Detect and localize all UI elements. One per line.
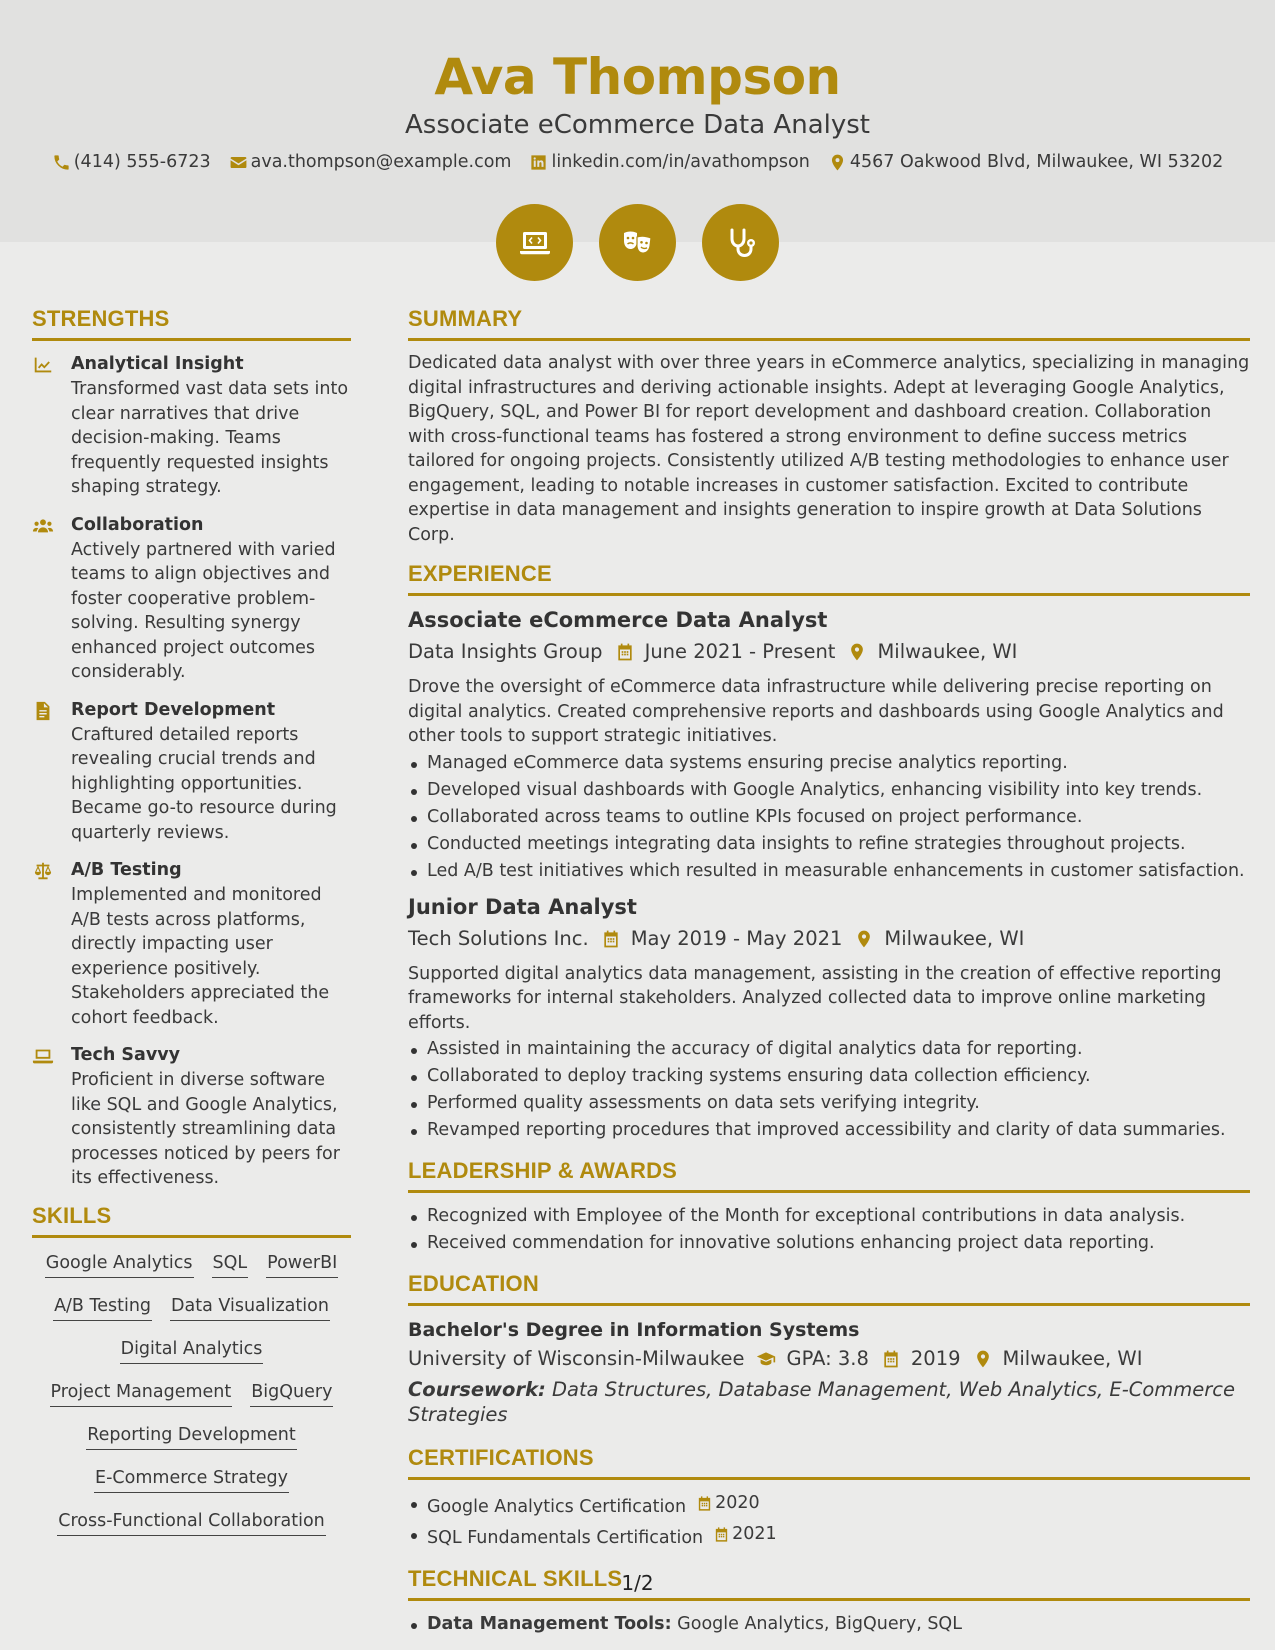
interest-badges [0, 204, 1275, 281]
job-company: Tech Solutions Inc. [408, 926, 589, 950]
phone-text: (414) 555-6723 [73, 152, 211, 172]
balance-scale-icon [32, 860, 54, 882]
certification-date [696, 1490, 760, 1517]
job-entry [408, 606, 1250, 885]
job-title: Associate eCommerce Data Analyst [408, 608, 828, 632]
technical-skills-list [408, 1611, 1250, 1638]
strength-name: Tech Savvy [71, 1045, 181, 1065]
graduation-cap-icon [756, 1349, 776, 1369]
job-bullet: Developed visual dashboards with Google Analytics, enhancing visibility into key trends. [408, 777, 1250, 804]
theater-masks-badge [599, 204, 676, 281]
technical-skill-item [408, 1611, 1250, 1638]
strength-item [32, 512, 351, 685]
job-bullet: Revamped reporting procedures that improved accessibility and clarity of data summaries. [408, 1117, 1250, 1144]
skill-row [32, 1295, 351, 1321]
job-location-text: Milwaukee, WI [884, 926, 1025, 950]
job-company: Data Insights Group [408, 640, 603, 663]
certification-item [408, 1521, 1250, 1552]
envelope-icon [229, 153, 248, 172]
degree-title: Bachelor's Degree in Information Systems [408, 1319, 860, 1341]
strength-description: Transformed vast data sets into clear narratives that drive decision-making. Teams frequently requested insights shaping strategy. [71, 379, 349, 497]
skill-tag: E-Commerce Strategy [94, 1467, 289, 1493]
chart-line-icon [32, 354, 54, 376]
leadership-bullets [408, 1203, 1250, 1257]
summary-text: Dedicated data analyst with over three years in eCommerce analytics, specializing in managing digital infrastructures and deriving actionable insights. Adept at leveraging Google Analytics, BigQuery, SQL, and Power BI for report development and dashboard creation. Collaboration with cross-functional teams has fostered a strong environment to define success metrics tailored for ongoing projects. Consistently utilized A/B testing methodologies to enhance user engagement, leading to notable increases in customer satisfaction. Excited to contribute expertise in data management and insights generation to inspire growth at Data Solutions Corp. [408, 353, 1250, 545]
job-bullet: Performed quality assessments on data sets verifying integrity. [408, 1090, 1250, 1117]
contact-email[interactable] [229, 152, 512, 172]
map-marker-icon [973, 1349, 993, 1369]
certification-year: 2020 [715, 1493, 760, 1513]
calendar-icon [713, 1526, 730, 1543]
job-bullet: Led A/B test initiatives which resulted in measurable enhancements in customer satisfaction. [408, 858, 1250, 885]
contact-phone [52, 152, 211, 172]
job-meta [408, 924, 1250, 954]
certification-name: Google Analytics Certification [427, 1497, 687, 1517]
leadership-section [408, 1158, 1250, 1257]
job-location-text: Milwaukee, WI [877, 640, 1018, 663]
skill-tag: BigQuery [250, 1381, 333, 1407]
coursework [408, 1378, 1250, 1427]
job-bullet: Collaborated across teams to outline KPIs focused on project performance. [408, 804, 1250, 831]
skill-row [32, 1424, 351, 1450]
school-name: University of Wisconsin-Milwaukee [408, 1347, 745, 1370]
phone-icon [52, 153, 71, 172]
skill-tag: Data Visualization [170, 1295, 330, 1321]
technical-skill-label: Data Management Tools: [427, 1614, 672, 1634]
calendar-icon [601, 929, 621, 949]
stethoscope-icon [723, 225, 759, 261]
job-description: Drove the oversight of eCommerce data infrastructure while delivering precise reporting on digital analytics. Created comprehensive reports and dashboards using Google Analytics and other tools to support strategic initiatives. [408, 677, 1224, 746]
education-year [881, 1344, 961, 1374]
skill-row [32, 1510, 351, 1536]
map-marker-icon [854, 929, 874, 949]
address-text: 4567 Oakwood Blvd, Milwaukee, WI 53202 [849, 152, 1224, 172]
skill-tag: Reporting Development [86, 1424, 296, 1450]
skills-heading: SKILLS [32, 1203, 351, 1238]
strengths-heading: STRENGTHS [32, 306, 351, 341]
skill-row [32, 1252, 351, 1278]
page-number: 1/2 [621, 1571, 654, 1595]
education-location [973, 1344, 1143, 1374]
certifications-section [408, 1445, 1250, 1552]
skill-tag: Cross-Functional Collaboration [57, 1510, 326, 1536]
strength-item [32, 697, 351, 846]
job-bullets [408, 1036, 1250, 1144]
calendar-icon [881, 1349, 901, 1369]
map-marker-icon [828, 153, 847, 172]
skill-tag: SQL [212, 1252, 249, 1278]
theater-masks-icon [620, 225, 656, 261]
summary-section [408, 306, 1250, 547]
job-dates-text: June 2021 - Present [644, 640, 836, 663]
strength-name: Report Development [71, 699, 276, 720]
job-dates [601, 924, 843, 954]
job-dates [615, 637, 836, 667]
laptop-icon [32, 1045, 54, 1067]
leadership-heading: LEADERSHIP & AWARDS [408, 1158, 1250, 1193]
certifications-heading: CERTIFICATIONS [408, 1445, 1250, 1480]
job-bullet: Collaborated to deploy tracking systems ensuring data collection efficiency. [408, 1063, 1250, 1090]
laptop-code-icon [517, 225, 553, 261]
right-column [408, 306, 1250, 1648]
technical-skills-heading: TECHNICAL SKILLS [408, 1566, 1250, 1601]
leadership-bullet: Received commendation for innovative solutions enhancing project data reporting. [408, 1230, 1250, 1257]
job-title: Junior Data Analyst [408, 894, 637, 919]
leadership-bullet: Recognized with Employee of the Month for exceptional contributions in data analysis. [408, 1203, 1250, 1230]
job-location [854, 924, 1024, 954]
email-text[interactable]: ava.thompson@example.com [250, 152, 512, 172]
experience-section [408, 561, 1250, 1144]
job-meta [408, 637, 1250, 667]
summary-heading: SUMMARY [408, 306, 1250, 341]
job-description: Supported digital analytics data management, assisting in the creation of effective reporting frameworks for internal stakeholders. Analyzed collected data to improve online marketing efforts. [408, 963, 1222, 1033]
certification-date [713, 1521, 777, 1548]
linkedin-text[interactable]: linkedin.com/in/avathompson [551, 152, 810, 172]
skill-tag: Project Management [50, 1381, 233, 1407]
job-bullets [408, 750, 1250, 885]
left-column [32, 306, 351, 1553]
skill-tag: Google Analytics [45, 1252, 194, 1278]
technical-skill-value: Google Analytics, BigQuery, SQL [677, 1614, 962, 1634]
stethoscope-badge [702, 204, 779, 281]
contact-address [828, 152, 1223, 172]
linkedin-icon [529, 153, 548, 172]
certification-name: SQL Fundamentals Certification [427, 1528, 704, 1548]
strength-item [32, 351, 351, 500]
education-location-text: Milwaukee, WI [1002, 1347, 1143, 1370]
certification-year: 2021 [732, 1524, 777, 1544]
strength-name: Collaboration [71, 514, 204, 535]
calendar-icon [615, 642, 635, 662]
contact-linkedin[interactable] [529, 152, 809, 172]
job-entry [408, 893, 1250, 1145]
job-dates-text: May 2019 - May 2021 [630, 926, 843, 950]
skill-row [32, 1338, 351, 1364]
job-bullet: Conducted meetings integrating data insights to refine strategies throughout projects. [408, 831, 1250, 858]
laptop-code-badge [496, 204, 573, 281]
calendar-icon [696, 1495, 713, 1512]
certification-item [408, 1490, 1250, 1521]
strength-description: Craftured detailed reports revealing crucial trends and highlighting opportunities. Became go-to resource during quarterly reviews. [71, 724, 337, 843]
candidate-name: Ava Thompson [434, 48, 841, 106]
certifications-list [408, 1490, 1250, 1552]
skills-section [32, 1203, 351, 1536]
strength-name: A/B Testing [71, 860, 182, 880]
skill-row [32, 1381, 351, 1407]
skill-tag: A/B Testing [53, 1295, 152, 1321]
education-section [408, 1271, 1250, 1427]
strength-item [32, 1042, 351, 1191]
job-bullet: Managed eCommerce data systems ensuring precise analytics reporting. [408, 750, 1250, 777]
file-icon [32, 700, 54, 722]
year-text: 2019 [910, 1347, 961, 1370]
map-marker-icon [847, 642, 867, 662]
education-gpa [756, 1344, 868, 1374]
candidate-title: Associate eCommerce Data Analyst [405, 110, 870, 140]
strength-description: Implemented and monitored A/B tests across platforms, directly impacting user experience positively. Stakeholders appreciated the cohort feedback. [71, 885, 330, 1028]
experience-heading: EXPERIENCE [408, 561, 1250, 596]
coursework-label: Coursework: [408, 1378, 546, 1401]
skill-tag: Digital Analytics [120, 1338, 264, 1364]
education-meta [408, 1344, 1250, 1374]
strength-description: Actively partnered with varied teams to align objectives and foster cooperative problem-solving. Resulting synergy enhanced project outcomes considerably. [71, 539, 336, 682]
strength-item [32, 857, 351, 1030]
gpa-text: GPA: 3.8 [786, 1347, 869, 1370]
education-heading: EDUCATION [408, 1271, 1250, 1306]
job-location [847, 637, 1017, 667]
skill-row [32, 1467, 351, 1493]
strength-name: Analytical Insight [71, 354, 244, 374]
users-icon [32, 515, 54, 537]
skill-tag: PowerBI [266, 1252, 338, 1278]
coursework-text: Data Structures, Database Management, Web Analytics, E-Commerce Strategies [408, 1378, 1236, 1426]
strength-description: Proficient in diverse software like SQL and Google Analytics, consistently streamlining data processes noticed by peers for its effectiveness. [71, 1070, 340, 1188]
job-bullet: Assisted in maintaining the accuracy of digital analytics data for reporting. [408, 1036, 1250, 1063]
contact-bar [0, 152, 1275, 172]
